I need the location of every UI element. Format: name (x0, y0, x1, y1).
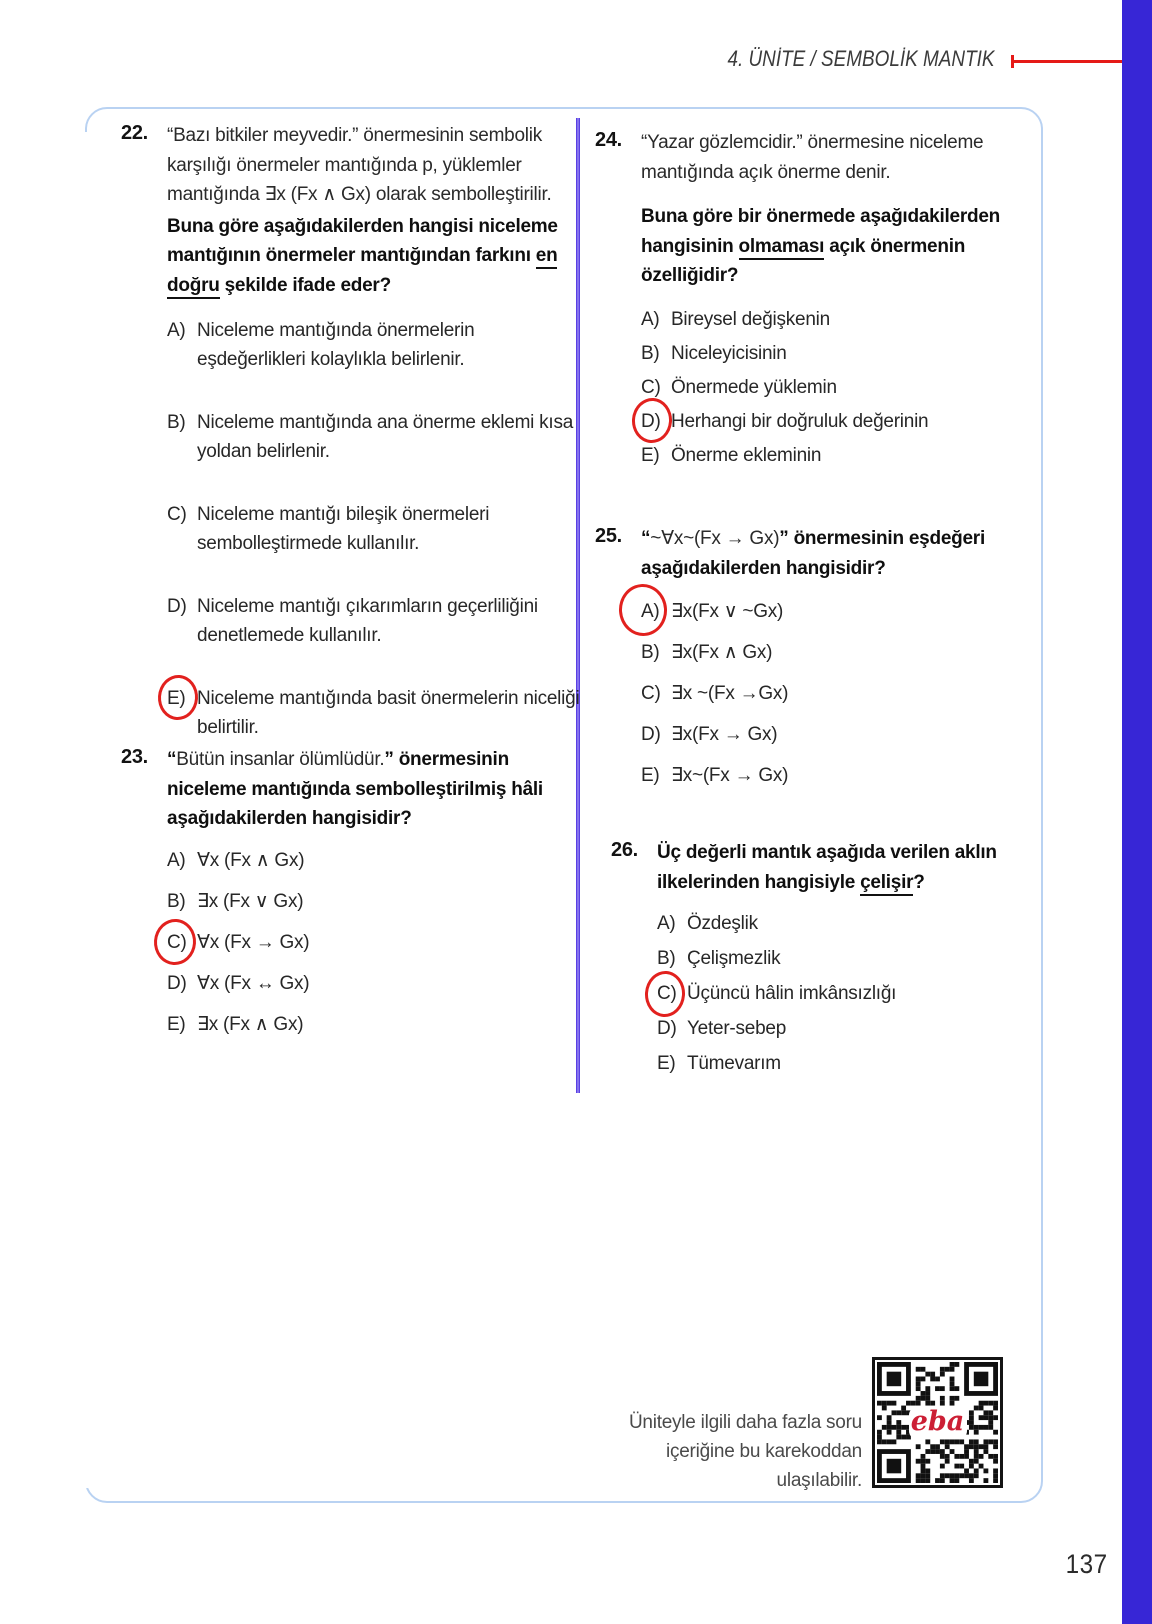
eba-logo: eba (909, 1407, 967, 1439)
option-text: Niceleme mantığında önermelerin eşdeğerlikleri kolaylıkla belirlenir. (197, 320, 475, 370)
option-text: Niceleme mantığı bileşik önermeleri sembolleştirmede kullanılır. (197, 504, 490, 554)
qr-caption-line: Üniteyle ilgili daha fazla soru (628, 1412, 862, 1433)
page-number: 137 (1066, 1549, 1108, 1579)
option-formula: ∃x(Fx → Gx) (671, 724, 778, 745)
option-letter: A) (657, 913, 676, 934)
option-e (641, 761, 1047, 790)
border-mask (82, 132, 90, 1488)
header-connector-line (1012, 60, 1122, 63)
qr-caption (562, 1408, 862, 1495)
option-e (641, 441, 1047, 470)
option-d-circled (641, 407, 1047, 436)
option-letter: E) (641, 444, 660, 466)
options-list (641, 597, 1047, 790)
question-stem: “Yazar gözlemcidir.” önermesine niceleme mantığında açık önerme denir. (641, 132, 984, 183)
option-formula: ∀x (Fx → Gx) (197, 931, 310, 953)
qr-caption-line: ulaşılabilir. (776, 1470, 862, 1491)
option-d (167, 969, 581, 998)
question-prompt: Üç değerli mantık aşağıda verilen aklın ilkelerinden hangisiyle çelişir? (657, 838, 1047, 897)
option-letter: E) (167, 684, 197, 742)
options-list (657, 909, 1047, 1078)
question-22 (121, 121, 581, 776)
option-text: Niceleme mantığında basit önermelerin niceliği belirtilir. (197, 688, 580, 738)
option-letter: C) (641, 683, 661, 704)
option-c-circled (657, 979, 1047, 1008)
question-stem: “Bazı bitkiler meyvedir.” önermesinin sembolik karşılığı önermeler mantığında p, yüklemler mantığında ∃x (Fx ∧ Gx) olarak sembolleştirilir. (167, 125, 552, 205)
option-letter: D) (641, 407, 671, 436)
option-text: Herhangi bir doğruluk değerinin (671, 410, 929, 432)
option-c (167, 500, 581, 558)
option-text: Önerme ekleminin (671, 444, 822, 466)
option-text: Özdeşlik (687, 913, 758, 934)
question-number: 24. (595, 129, 622, 151)
option-letter: A) (167, 320, 186, 341)
option-d (641, 720, 1047, 749)
option-letter: B) (167, 890, 186, 912)
option-d (167, 592, 581, 650)
question-number: 22. (121, 122, 148, 144)
option-text: Yeter-sebep (687, 1018, 787, 1039)
option-letter: D) (657, 1018, 677, 1039)
option-formula: ∃x ~(Fx →Gx) (671, 683, 789, 704)
option-formula: ∃x (Fx ∨ Gx) (197, 890, 304, 912)
option-letter: C) (657, 979, 687, 1008)
options-list (167, 316, 581, 742)
option-c (641, 679, 1047, 708)
option-e-circled (167, 684, 581, 742)
option-e (167, 1010, 581, 1039)
logic-formula: ~∀x~(Fx → Gx) (650, 528, 780, 549)
option-text: Tümevarım (687, 1053, 781, 1074)
option-letter: E) (167, 1013, 186, 1035)
option-b (657, 944, 1047, 973)
option-text: Niceleme mantığı çıkarımların geçerliliğini denetlemede kullanılır. (197, 596, 538, 646)
option-letter: B) (657, 948, 676, 969)
question-23 (121, 745, 581, 1051)
option-text: Niceleme mantığında ana önerme eklemi kısa yoldan belirlenir. (197, 412, 574, 462)
option-letter: B) (167, 412, 186, 433)
option-b (167, 887, 581, 916)
question-24 (595, 128, 1047, 475)
option-text: Önermede yüklemin (671, 376, 837, 398)
option-letter: C) (641, 376, 661, 398)
option-text: Çelişmezlik (687, 948, 781, 969)
options-list (641, 305, 1047, 470)
option-letter: A) (167, 849, 186, 871)
unit-title: 4. ÜNİTE / SEMBOLİK MANTIK (727, 46, 995, 71)
option-formula: ∃x~(Fx → Gx) (671, 765, 789, 786)
question-prompt: Buna göre aşağıdakilerden hangisi niceleme mantığının önermeler mantığından farkını en doğru şekilde ifade eder? (167, 212, 581, 301)
option-b (641, 339, 1047, 368)
option-formula: ∀x (Fx ↔ Gx) (197, 972, 310, 994)
option-a (641, 305, 1047, 334)
option-formula: ∀x (Fx ∧ Gx) (197, 849, 305, 871)
option-letter: A) (641, 597, 671, 626)
option-formula: ∃x (Fx ∧ Gx) (197, 1013, 304, 1035)
option-a-circled (641, 597, 1047, 626)
qr-code (872, 1357, 1003, 1488)
option-text: Niceleyicisinin (671, 342, 787, 364)
question-26 (611, 838, 1047, 1084)
question-prompt: “~∀x~(Fx → Gx)” önermesinin eşdeğeri aşağıdakilerden hangisidir? (641, 528, 985, 579)
question-prompt: Buna göre bir önermede aşağıdakilerden hangisinin olmaması açık önermenin özelliğidir? (641, 206, 1000, 286)
underlined-phrase: olmaması (739, 236, 825, 260)
page-edge-bar (1122, 0, 1152, 1624)
question-number: 25. (595, 525, 622, 547)
option-letter: D) (167, 972, 187, 994)
question-number: 23. (121, 746, 148, 768)
underlined-phrase: çelişir (860, 872, 913, 896)
option-b (167, 408, 581, 466)
option-letter: A) (641, 308, 660, 330)
option-letter: E) (657, 1053, 676, 1074)
question-prompt: “Bütün insanlar ölümlüdür.” önermesinin niceleme mantığında sembolleştirilmiş hâli aşağıdakilerden hangisidir? (167, 749, 543, 829)
underlined-phrase: en doğru (167, 245, 557, 299)
option-text: Üçüncü hâlin imkânsızlığı (687, 983, 897, 1004)
option-letter: D) (167, 596, 187, 617)
option-a (167, 846, 581, 875)
option-letter: B) (641, 642, 660, 663)
option-c (641, 373, 1047, 402)
question-25 (595, 524, 1047, 802)
option-e (657, 1049, 1047, 1078)
option-c-circled (167, 928, 581, 957)
option-formula: ∃x(Fx ∨ ~Gx) (671, 601, 784, 622)
option-letter: D) (641, 724, 661, 745)
option-letter: E) (641, 765, 660, 786)
option-b (641, 638, 1047, 667)
question-number: 26. (611, 839, 638, 861)
option-letter: C) (167, 504, 187, 525)
option-letter: B) (641, 342, 660, 364)
page-header (728, 46, 995, 72)
option-a (657, 909, 1047, 938)
qr-caption-line: içeriğine bu karekoddan (666, 1441, 862, 1462)
option-d (657, 1014, 1047, 1043)
option-letter: C) (167, 928, 197, 957)
option-a (167, 316, 581, 374)
option-text: Bireysel değişkenin (671, 308, 830, 330)
options-list (167, 846, 581, 1039)
option-formula: ∃x(Fx ∧ Gx) (671, 642, 773, 663)
